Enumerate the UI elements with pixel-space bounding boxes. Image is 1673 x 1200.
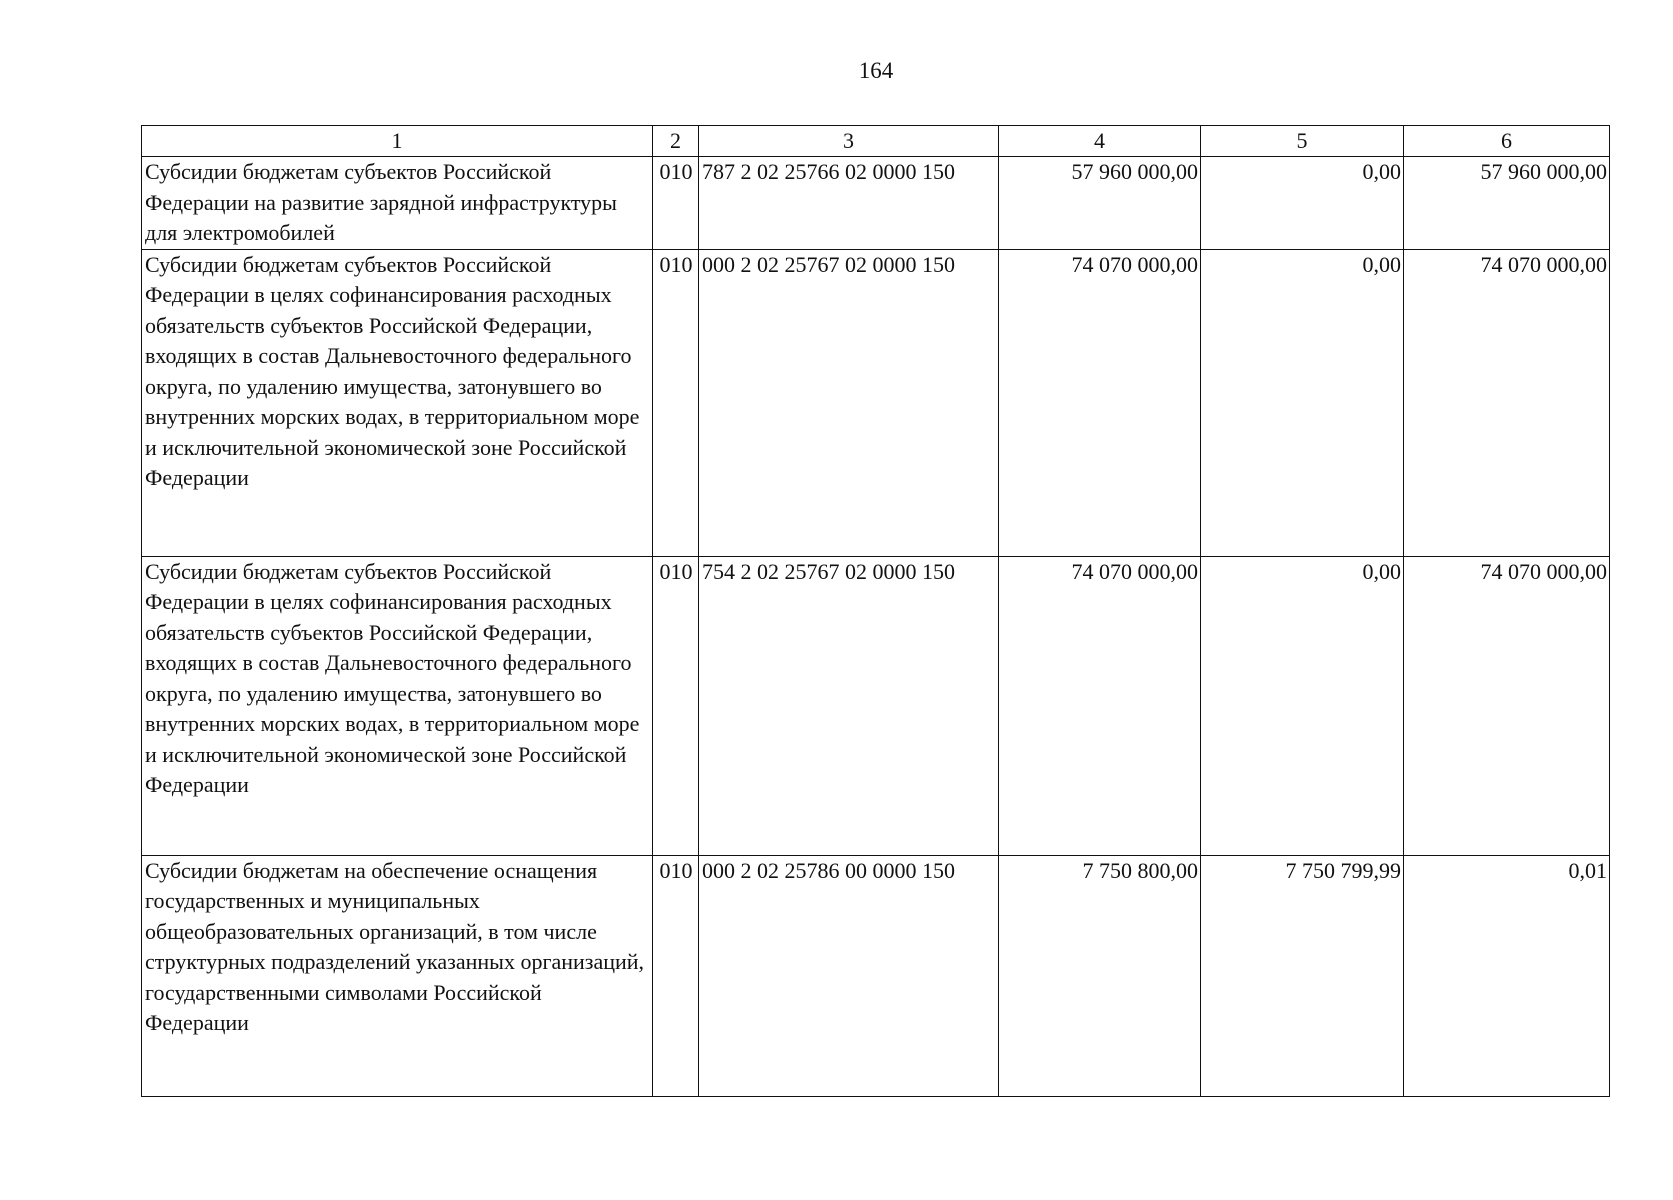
row-col4-amount: 7 750 800,00 (999, 855, 1201, 1096)
row-col5-amount: 0,00 (1201, 556, 1404, 855)
table-header-row (142, 126, 1610, 157)
row-name: Субсидии бюджетам субъектов Российской Федерации на развитие зарядной инфраструктуры для электромобилей (142, 157, 653, 250)
row-budget-code: 754 2 02 25767 02 0000 150 (699, 556, 999, 855)
row-code: 010 (653, 249, 699, 556)
row-name: Субсидии бюджетам субъектов Российской Федерации в целях софинансирования расходных обязательств субъектов Российской Федерации, входящих в состав Дальневосточного федерального округа, по удалению имущества, затонувшего во внутренних морских водах, в территориальном море и исключительной экономической зоне Российской Федерации (142, 249, 653, 556)
row-budget-code: 000 2 02 25786 00 0000 150 (699, 855, 999, 1096)
column-header-5: 5 (1201, 126, 1404, 157)
column-header-1: 1 (142, 126, 653, 157)
table-row (142, 157, 1610, 250)
row-col6-amount: 0,01 (1404, 855, 1610, 1096)
row-budget-code: 000 2 02 25767 02 0000 150 (699, 249, 999, 556)
table-row (142, 556, 1610, 855)
row-code: 010 (653, 855, 699, 1096)
row-budget-code: 787 2 02 25766 02 0000 150 (699, 157, 999, 250)
column-header-6: 6 (1404, 126, 1610, 157)
table-row (142, 249, 1610, 556)
budget-table (141, 125, 1610, 1097)
row-name: Субсидии бюджетам субъектов Российской Федерации в целях софинансирования расходных обязательств субъектов Российской Федерации, входящих в состав Дальневосточного федерального округа, по удалению имущества, затонувшего во внутренних морских водах, в территориальном море и исключительной экономической зоне Российской Федерации (142, 556, 653, 855)
row-col4-amount: 57 960 000,00 (999, 157, 1201, 250)
column-header-2: 2 (653, 126, 699, 157)
row-col4-amount: 74 070 000,00 (999, 249, 1201, 556)
row-col6-amount: 74 070 000,00 (1404, 556, 1610, 855)
row-code: 010 (653, 556, 699, 855)
page-number: 164 (858, 58, 894, 83)
row-code: 010 (653, 157, 699, 250)
row-col5-amount: 0,00 (1201, 249, 1404, 556)
table-row (142, 855, 1610, 1096)
row-col5-amount: 0,00 (1201, 157, 1404, 250)
column-header-4: 4 (999, 126, 1201, 157)
row-name: Субсидии бюджетам на обеспечение оснащения государственных и муниципальных общеобразовательных организаций, в том числе структурных подразделений указанных организаций, государственными символами Российской Федерации (142, 855, 653, 1096)
row-col6-amount: 57 960 000,00 (1404, 157, 1610, 250)
row-col6-amount: 74 070 000,00 (1404, 249, 1610, 556)
row-col5-amount: 7 750 799,99 (1201, 855, 1404, 1096)
row-col4-amount: 74 070 000,00 (999, 556, 1201, 855)
column-header-3: 3 (699, 126, 999, 157)
